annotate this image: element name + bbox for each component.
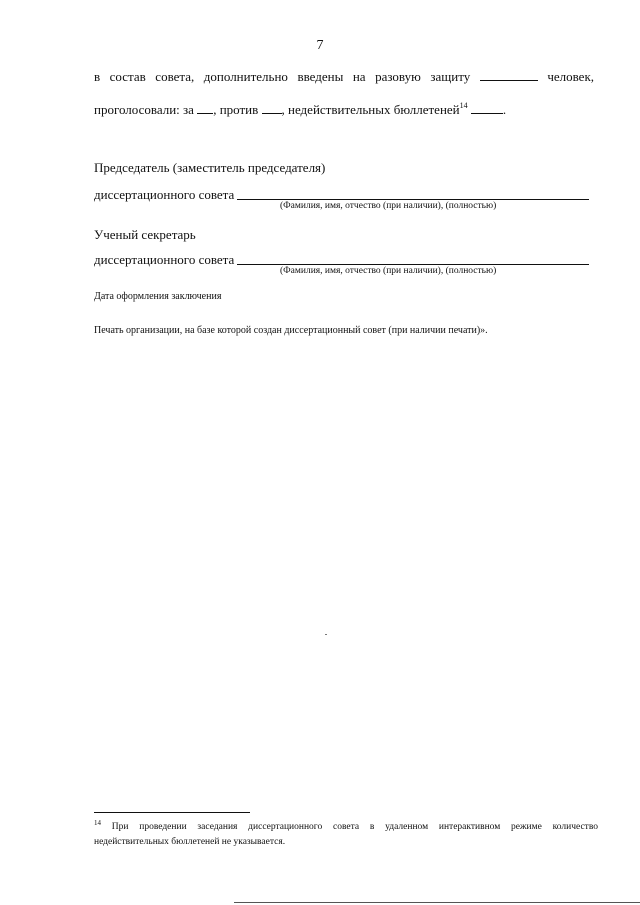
voting-end: . (502, 102, 507, 117)
voting-line-1 (94, 62, 594, 91)
chairman-caption: (Фамилия, имя, отчество (при наличии), (полностью) (280, 201, 497, 211)
secretary-signature-line (237, 264, 589, 265)
voting-paragraph (94, 62, 594, 124)
footnote (94, 816, 598, 850)
blank-invalid-ballots (471, 103, 503, 114)
voting-text-1: в состав совета, дополнительно введены на разовую защиту (94, 69, 471, 84)
footnote-line-1 (94, 816, 598, 835)
scan-speck (325, 634, 327, 635)
voting-against-label: , против (213, 102, 259, 117)
scan-edge-line (234, 902, 640, 903)
page-number: 7 (316, 38, 324, 53)
blank-votes-for (197, 103, 213, 114)
chairman-signature-line (237, 199, 589, 200)
blank-votes-against (262, 103, 282, 114)
secretary-label: диссертационного совета (94, 252, 235, 267)
chairman-label: диссертационного совета (94, 187, 235, 202)
date-label: Дата оформления заключения (94, 291, 222, 302)
voting-text-2: человек, (547, 69, 595, 84)
footnote-mark: 14 (94, 819, 101, 827)
chairman-title: Председатель (заместитель председателя) (94, 160, 326, 175)
blank-extra-members (480, 70, 538, 81)
seal-note: Печать организации, на базе которой создан диссертационный совет (при наличии печати)». (94, 325, 488, 336)
secretary-caption: (Фамилия, имя, отчество (при наличии), (полностью) (280, 266, 497, 276)
footnote-text-1: При проведении заседания диссертационного совета в удаленном интерактивном режиме количество (111, 822, 598, 832)
voting-line-2 (94, 91, 594, 124)
footnote-ref: 14 (459, 101, 468, 110)
voting-invalid-label: , недействительных бюллетеней (281, 102, 460, 117)
secretary-title: Ученый секретарь (94, 227, 196, 242)
footnote-separator (94, 812, 250, 813)
voting-for-label: проголосовали: за (94, 102, 194, 117)
footnote-line-2: недействительных бюллетеней не указывается. (94, 837, 286, 847)
